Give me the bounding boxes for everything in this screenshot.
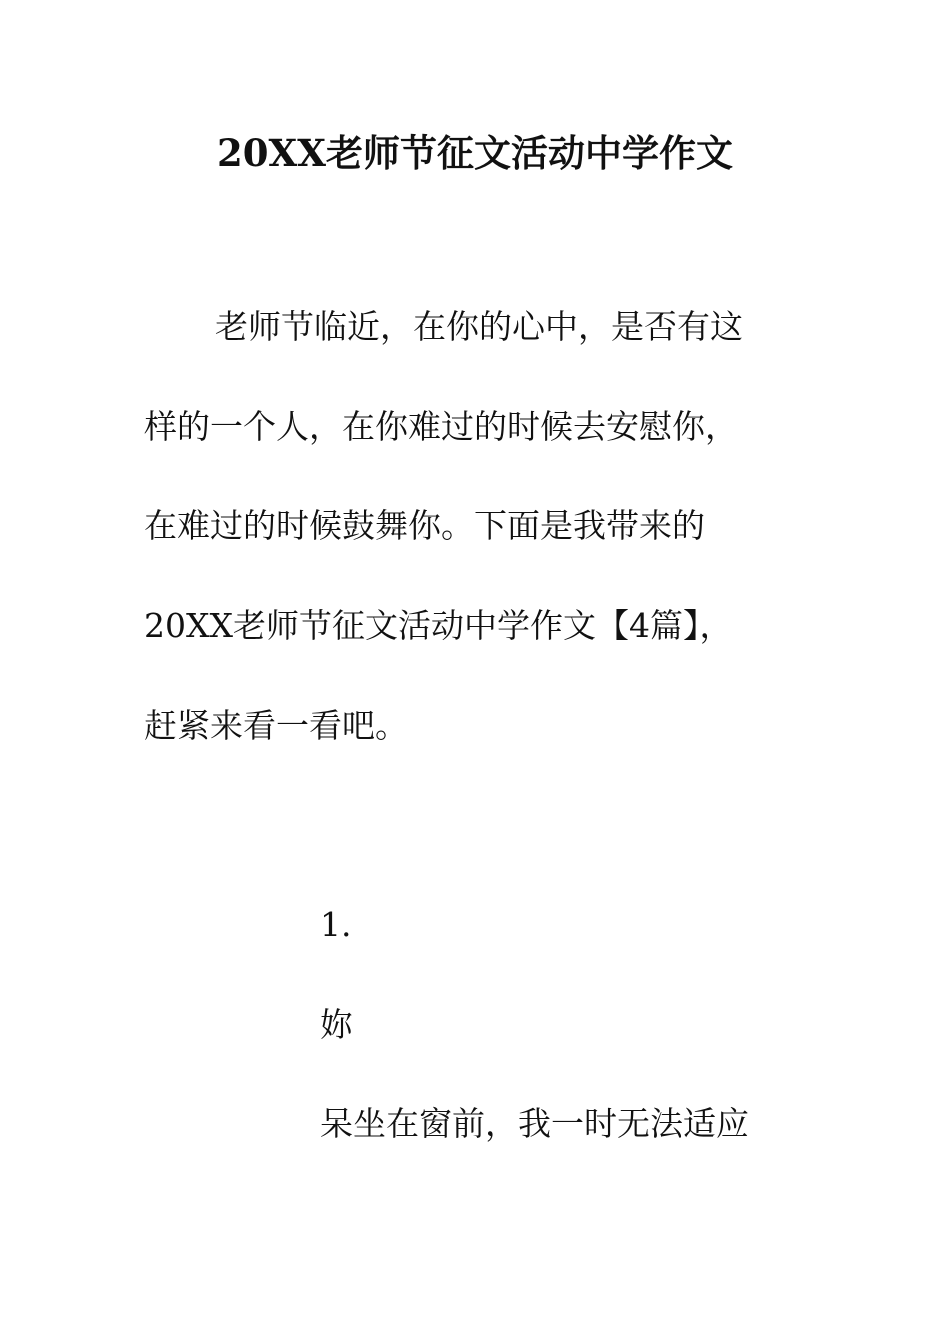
section-heading: 妳: [320, 1005, 353, 1044]
intro-line-4: 20XX老师节征文活动中学作文【4篇】，: [144, 606, 733, 645]
intro-line-1: 老师节临近，在你的心中，是否有这: [215, 307, 743, 346]
section-number: 1.: [320, 905, 352, 944]
document-title: 20XX老师节征文活动中学作文: [217, 131, 733, 175]
intro-line-2: 样的一个人，在你难过的时候去安慰你，: [144, 407, 738, 446]
intro-line-3: 在难过的时候鼓舞你。下面是我带来的: [144, 506, 705, 545]
intro-line-5: 赶紧来看一看吧。: [144, 706, 408, 745]
section-first-line: 呆坐在窗前，我一时无法适应: [320, 1104, 749, 1143]
